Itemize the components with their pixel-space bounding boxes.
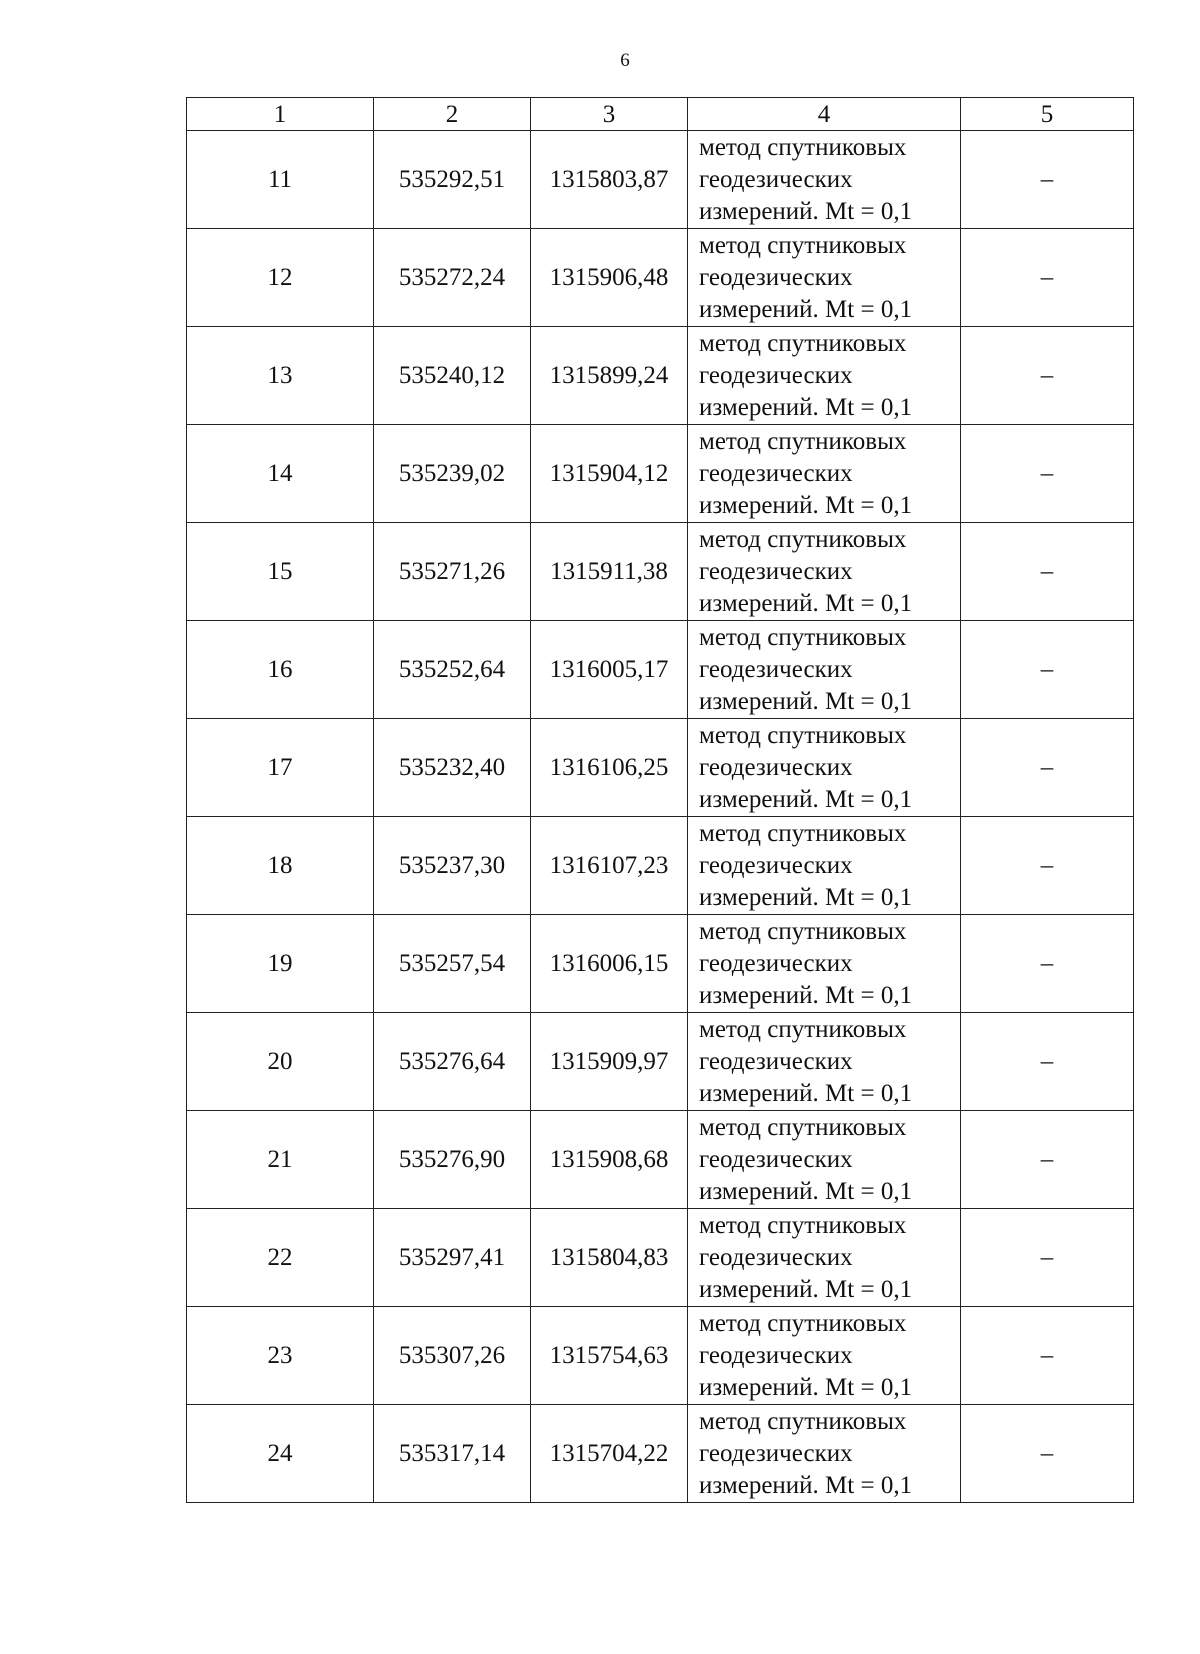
- method-cell: [688, 1307, 961, 1405]
- method-cell: [688, 327, 961, 425]
- coordinate-y-cell: 1315906,48: [531, 229, 688, 327]
- method-line: геодезических: [699, 1439, 853, 1467]
- method-line: измерений. Mt = 0,1: [699, 687, 913, 715]
- point-number-cell: 17: [187, 719, 374, 817]
- header-row: [187, 98, 1134, 131]
- method-line: метод спутниковых: [699, 231, 907, 259]
- table-row: [187, 817, 1134, 915]
- point-number-cell: 23: [187, 1307, 374, 1405]
- method-line: измерений. Mt = 0,1: [699, 393, 913, 421]
- method-line: геодезических: [699, 557, 853, 585]
- table-row: [187, 1013, 1134, 1111]
- note-cell: –: [961, 523, 1134, 621]
- coordinate-y-cell: 1316005,17: [531, 621, 688, 719]
- table-row: [187, 1209, 1134, 1307]
- table-row: [187, 1405, 1134, 1503]
- method-line: геодезических: [699, 1145, 853, 1173]
- method-line: геодезических: [699, 1047, 853, 1075]
- method-line: метод спутниковых: [699, 133, 907, 161]
- coordinate-x-cell: 535317,14: [374, 1405, 531, 1503]
- note-cell: –: [961, 1111, 1134, 1209]
- coordinate-x-cell: 535271,26: [374, 523, 531, 621]
- header-col-3: 3: [531, 98, 688, 131]
- coordinate-x-cell: 535240,12: [374, 327, 531, 425]
- coordinate-y-cell: 1315804,83: [531, 1209, 688, 1307]
- method-line: геодезических: [699, 949, 853, 977]
- point-number-cell: 22: [187, 1209, 374, 1307]
- table-row: [187, 915, 1134, 1013]
- method-line: геодезических: [699, 655, 853, 683]
- coordinate-x-cell: 535232,40: [374, 719, 531, 817]
- method-line: геодезических: [699, 753, 853, 781]
- coordinate-y-cell: 1315904,12: [531, 425, 688, 523]
- method-line: измерений. Mt = 0,1: [699, 197, 913, 225]
- method-cell: [688, 1013, 961, 1111]
- table-row: [187, 425, 1134, 523]
- method-line: метод спутниковых: [699, 427, 907, 455]
- method-line: геодезических: [699, 165, 853, 193]
- coordinate-y-cell: 1316006,15: [531, 915, 688, 1013]
- method-cell: [688, 817, 961, 915]
- header-col-2: 2: [374, 98, 531, 131]
- page-number: 6: [620, 50, 630, 71]
- coordinate-y-cell: 1315803,87: [531, 131, 688, 229]
- table-header: [187, 98, 1134, 131]
- coordinate-y-cell: 1316106,25: [531, 719, 688, 817]
- coordinate-x-cell: 535252,64: [374, 621, 531, 719]
- table-row: [187, 523, 1134, 621]
- point-number-cell: 18: [187, 817, 374, 915]
- note-cell: –: [961, 719, 1134, 817]
- table-row: [187, 1111, 1134, 1209]
- method-line: метод спутниковых: [699, 1211, 907, 1239]
- coordinate-y-cell: 1315899,24: [531, 327, 688, 425]
- method-line: измерений. Mt = 0,1: [699, 1079, 913, 1107]
- method-line: метод спутниковых: [699, 1309, 907, 1337]
- note-cell: –: [961, 817, 1134, 915]
- coordinate-y-cell: 1315909,97: [531, 1013, 688, 1111]
- header-col-5: 5: [961, 98, 1134, 131]
- note-cell: –: [961, 425, 1134, 523]
- point-number-cell: 12: [187, 229, 374, 327]
- coordinate-x-cell: 535257,54: [374, 915, 531, 1013]
- method-line: метод спутниковых: [699, 721, 907, 749]
- table-row: [187, 1307, 1134, 1405]
- note-cell: –: [961, 915, 1134, 1013]
- method-line: метод спутниковых: [699, 329, 907, 357]
- note-cell: –: [961, 229, 1134, 327]
- coordinate-x-cell: 535297,41: [374, 1209, 531, 1307]
- table-row: [187, 719, 1134, 817]
- coordinate-y-cell: 1315911,38: [531, 523, 688, 621]
- coordinate-x-cell: 535237,30: [374, 817, 531, 915]
- method-cell: [688, 915, 961, 1013]
- note-cell: –: [961, 1013, 1134, 1111]
- table-row: [187, 229, 1134, 327]
- note-cell: –: [961, 1307, 1134, 1405]
- note-cell: –: [961, 1405, 1134, 1503]
- note-cell: –: [961, 327, 1134, 425]
- method-cell: [688, 1405, 961, 1503]
- point-number-cell: 13: [187, 327, 374, 425]
- header-col-1: 1: [187, 98, 374, 131]
- coordinate-x-cell: 535272,24: [374, 229, 531, 327]
- coordinate-y-cell: 1316107,23: [531, 817, 688, 915]
- header-col-4: 4: [688, 98, 961, 131]
- point-number-cell: 16: [187, 621, 374, 719]
- method-cell: [688, 1209, 961, 1307]
- method-line: метод спутниковых: [699, 1113, 907, 1141]
- coordinate-x-cell: 535239,02: [374, 425, 531, 523]
- method-line: геодезических: [699, 1341, 853, 1369]
- coordinate-x-cell: 535292,51: [374, 131, 531, 229]
- method-cell: [688, 229, 961, 327]
- method-line: измерений. Mt = 0,1: [699, 295, 913, 323]
- method-line: измерений. Mt = 0,1: [699, 1471, 913, 1499]
- method-cell: [688, 719, 961, 817]
- method-line: измерений. Mt = 0,1: [699, 1373, 913, 1401]
- coordinate-y-cell: 1315908,68: [531, 1111, 688, 1209]
- method-line: измерений. Mt = 0,1: [699, 1177, 913, 1205]
- coordinate-y-cell: 1315754,63: [531, 1307, 688, 1405]
- coordinate-x-cell: 535276,64: [374, 1013, 531, 1111]
- method-line: измерений. Mt = 0,1: [699, 1275, 913, 1303]
- method-line: измерений. Mt = 0,1: [699, 589, 913, 617]
- method-line: метод спутниковых: [699, 1015, 907, 1043]
- method-line: измерений. Mt = 0,1: [699, 491, 913, 519]
- method-line: метод спутниковых: [699, 1407, 907, 1435]
- point-number-cell: 15: [187, 523, 374, 621]
- note-cell: –: [961, 1209, 1134, 1307]
- table-body: [187, 131, 1134, 1503]
- table-row: [187, 327, 1134, 425]
- method-line: метод спутниковых: [699, 819, 907, 847]
- note-cell: –: [961, 131, 1134, 229]
- point-number-cell: 20: [187, 1013, 374, 1111]
- method-line: геодезических: [699, 851, 853, 879]
- method-line: геодезических: [699, 459, 853, 487]
- point-number-cell: 19: [187, 915, 374, 1013]
- method-line: метод спутниковых: [699, 623, 907, 651]
- method-line: метод спутниковых: [699, 525, 907, 553]
- method-line: измерений. Mt = 0,1: [699, 883, 913, 911]
- coordinate-x-cell: 535276,90: [374, 1111, 531, 1209]
- method-line: метод спутниковых: [699, 917, 907, 945]
- point-number-cell: 11: [187, 131, 374, 229]
- table-row: [187, 131, 1134, 229]
- method-line: геодезических: [699, 263, 853, 291]
- point-number-cell: 14: [187, 425, 374, 523]
- method-line: измерений. Mt = 0,1: [699, 981, 913, 1009]
- method-cell: [688, 131, 961, 229]
- coordinate-x-cell: 535307,26: [374, 1307, 531, 1405]
- point-number-cell: 21: [187, 1111, 374, 1209]
- coordinates-table: [186, 97, 1134, 1503]
- method-cell: [688, 425, 961, 523]
- method-line: геодезических: [699, 361, 853, 389]
- method-line: измерений. Mt = 0,1: [699, 785, 913, 813]
- method-cell: [688, 621, 961, 719]
- coordinate-y-cell: 1315704,22: [531, 1405, 688, 1503]
- method-cell: [688, 1111, 961, 1209]
- point-number-cell: 24: [187, 1405, 374, 1503]
- method-line: геодезических: [699, 1243, 853, 1271]
- note-cell: –: [961, 621, 1134, 719]
- method-cell: [688, 523, 961, 621]
- table-row: [187, 621, 1134, 719]
